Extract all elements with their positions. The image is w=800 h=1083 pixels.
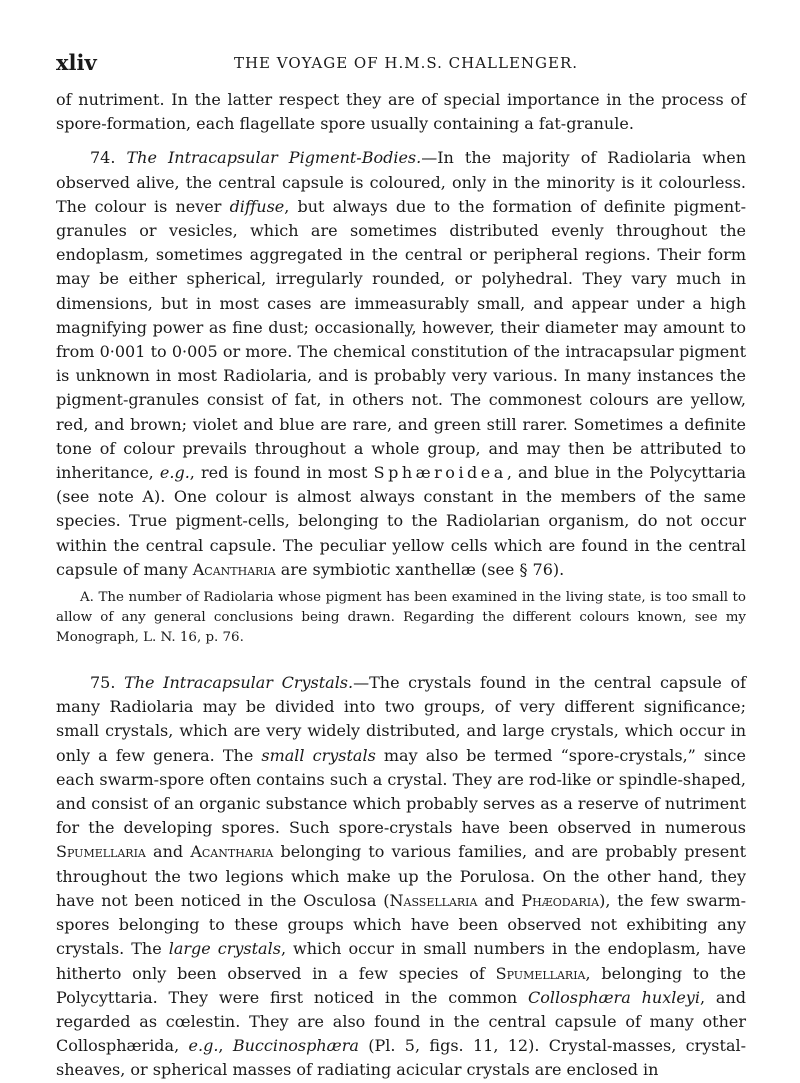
body-text: [56, 88, 746, 1083]
paragraph-intro: of nutriment. In the latter respect they are of special importance in the process of spore-formation, each flagellate spore usually containing a fat-granule.: [56, 90, 746, 134]
section-heading: The Intracapsular Crystals.: [124, 673, 354, 693]
section-number: 74.: [90, 148, 127, 168]
page-header: [56, 50, 746, 76]
paragraph-74: 74. The Intracapsular Pigment-Bodies.—In the majority of Radiolaria when observed alive, the central capsule is coloured, only in the minority is it colourless. The colour is never diffuse, but always due to the formation of definite pigment-granules or vesicles, which are sometimes distributed evenly throughout the endoplasm, sometimes aggregated in the central or peripheral regions. Their form may be either spherical, irregularly rounded, or polyhedral. They vary much in dimensions, but in most cases are immeasurably small, and appear under a high magnifying power as fine dust; occasionally, however, their diameter may amount to from 0·001 to 0·005 or more. The chemical constitution of the intracapsular pigment is unknown in most Radiolaria, and is probably very various. In many instances the pigment-granules consist of fat, in others not. The commonest colours are yellow, red, and brown; violet and blue are rare, and green still rarer. Sometimes a definite tone of colour prevails throughout a whole group, and may then be attributed to inheritance, e.g., red is found in most Sphæroidea, and blue in the Polycyttaria (see note A). One colour is almost always constant in the members of the same species. True pigment-cells, belonging to the Radiolarian organism, do not occur within the central capsule. The peculiar yellow cells which are found in the central capsule of many Acantharia are symbiotic xanthellæ (see § 76).: [56, 148, 747, 579]
footnote-a: A. The number of Radiolaria whose pigment has been examined in the living state, is too small to allow of any general conclusions being drawn. Regarding the different colours known, see my Monograph, L. N. 16, p. 76.: [56, 590, 746, 646]
small-caps-term: Acantharia: [192, 559, 276, 579]
spaced-term: Sphæroidea: [373, 463, 507, 483]
section-heading: The Intracapsular Pigment-Bodies.: [126, 148, 422, 168]
section-number: 75.: [90, 673, 125, 693]
running-title: THE VOYAGE OF H.M.S. CHALLENGER.: [233, 54, 579, 72]
separator: [56, 660, 746, 661]
page-number: xliv: [56, 50, 97, 75]
paragraph-75: 75. The Intracapsular Crystals.—The crystals found in the central capsule of many Radiolaria may be divided into two groups, of very different significance; small crystals, which are very widely distributed, and large crystals, which occur in only a few genera. The small crystals may also be termed “spore-crystals,” since each swarm-spore often contains such a crystal. They are rod-like or spindle-shaped, and consist of an organic substance which probably serves as a reserve of nutriment for the developing spores. Such spore-crystals have been observed in numerous Spumellaria and Acantharia belonging to various families, and are probably present throughout the two legions which make up the Porulosa. On the other hand, they have not been noticed in the Osculosa (Nassellaria and Phæodaria), the few swarm-spores belonging to these groups which have been observed not exhibiting any crystals. The large crystals, which occur in small numbers in the endoplasm, have hitherto only been observed in a few species of Spumellaria, belonging to the Polycyttaria. They were first noticed in the common Collosphæra huxleyi, and regarded as cœlestin. They are also found in the central capsule of many other Collosphærida, e.g., Buccinosphæra (Pl. 5, figs. 11, 12). Crystal-masses, crystal-sheaves, or spherical masses of radiating acicular crystals are enclosed in: [56, 673, 747, 1080]
